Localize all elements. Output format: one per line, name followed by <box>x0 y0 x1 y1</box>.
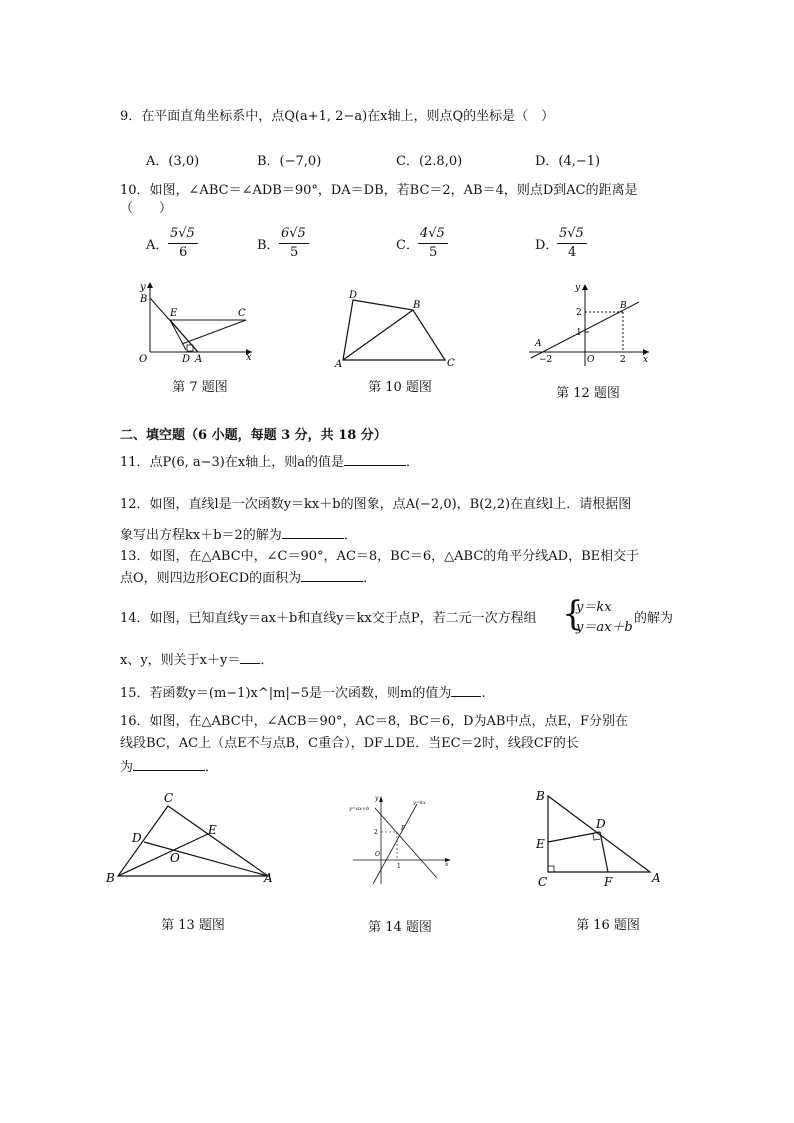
figure-7 <box>130 278 260 368</box>
fig16-label-b: B <box>536 789 545 803</box>
fig12-label-b: B <box>620 301 627 311</box>
q12-line2: 象写出方程kx＋b＝2的解为 ． <box>120 525 357 545</box>
figure-14 <box>345 792 455 888</box>
fig13-label-d: D <box>132 831 142 845</box>
q9-text: 9．在平面直角坐标系中，点Q(a+1, 2−a)在x轴上，则点Q的坐标是（ ） <box>120 109 555 124</box>
q16-line1: 16．如图，在△ABC中，∠ACB＝90°，AC＝8，BC＝6，D为AB中点，点E，F分别在 <box>120 714 628 729</box>
fig7-label-b: B <box>140 294 148 305</box>
q13-line2: 点O，则四边形OECD的面积为 ． <box>120 568 376 588</box>
fig14-label-2: 2 <box>374 829 378 836</box>
fig7-label-o: O <box>139 354 148 365</box>
fig12-label-1: 1 <box>576 328 582 338</box>
fig7-label-e: E <box>170 308 178 319</box>
fig14-label-x: x <box>445 861 449 868</box>
q13-line1: 13．如图，在△ABC中，∠C＝90°，AC＝8，BC＝6，△ABC的角平分线AD，BE相交于 <box>120 549 640 564</box>
q11: 11．点P(6, a−3)在x轴上，则a的值是 ． <box>120 452 419 472</box>
q12-line1: 12．如图，直线l是一次函数y＝kx＋b的图象，点A(−2,0)，B(2,2)在直线l上．请根据图 <box>120 497 632 512</box>
fig10-label-b: B <box>413 300 421 311</box>
fig13-label-o: O <box>170 851 180 865</box>
fig7-label-d: D <box>182 354 191 365</box>
fig13-label-a: A <box>264 871 273 885</box>
fig16-caption: 第 16 题图 <box>576 918 640 933</box>
figure-16 <box>530 786 670 890</box>
fig12-label-a: A <box>535 339 542 349</box>
fig12-caption: 第 12 题图 <box>556 386 620 401</box>
q14-eq2: y＝ax＋b <box>576 620 633 635</box>
fig7-label-a: A <box>195 354 203 365</box>
section-2-heading: 二、填空题（6 小题，每题 3 分，共 18 分） <box>120 428 387 443</box>
q14-after: 的解为 <box>634 611 674 626</box>
fig14-label-y: y <box>375 795 379 802</box>
fig10-caption: 第 10 题图 <box>368 380 432 395</box>
q14-line2: x、y，则关于x＋y＝ ． <box>120 650 273 670</box>
fig14-label-l2: y=kx <box>413 800 426 806</box>
fig14-caption: 第 14 题图 <box>368 920 432 935</box>
fig14-label-o: O <box>375 851 380 858</box>
fig7-label-y: y <box>140 282 146 293</box>
fig12-label-2x: 2 <box>620 355 626 365</box>
fig10-label-a: A <box>335 359 343 370</box>
fig13-label-b: B <box>106 871 115 885</box>
fig13-label-c: C <box>164 791 174 805</box>
figure-13 <box>100 790 280 890</box>
q9-option-c: C．(2.8,0) <box>396 154 463 169</box>
q14-line1: 14．如图，已知直线y＝ax＋b和直线y＝kx交于点P，若二元一次方程组 <box>120 611 537 626</box>
figure-10 <box>335 290 465 370</box>
q9-option-d: D．(4,−1) <box>535 154 601 169</box>
q10-paren: （ ） <box>120 201 173 216</box>
fig12-label-o: O <box>587 355 595 365</box>
fig10-label-c: C <box>447 358 455 369</box>
fig13-label-e: E <box>208 823 217 837</box>
fig7-label-x: x <box>246 352 252 363</box>
fig12-label-y: y <box>575 283 581 293</box>
fig7-caption: 第 7 题图 <box>172 380 228 395</box>
q9-option-a: A．(3,0) <box>146 154 200 169</box>
fig14-label-1: 1 <box>397 863 401 870</box>
q10-text: 10．如图，∠ABC＝∠ADB＝90°，DA＝DB，若BC＝2，AB＝4，则点D到AC的距离是 <box>120 183 638 198</box>
q14-brace: { <box>562 594 584 634</box>
fig12-label-neg2: −2 <box>539 355 553 365</box>
q9-option-b: B．(−7,0) <box>257 154 322 169</box>
figure-12 <box>525 280 655 370</box>
q14-eq1: y＝kx <box>576 600 612 615</box>
fig10-label-d: D <box>349 290 358 301</box>
fig16-label-c: C <box>538 875 548 889</box>
fig16-label-e: E <box>536 837 545 851</box>
fig16-label-a: A <box>652 871 661 885</box>
q16-line2: 线段BC，AC上（点E不与点B，C重合），DF⊥DE．当EC＝2时，线段CF的长 <box>120 736 579 751</box>
fig12-label-2: 2 <box>576 308 582 318</box>
fig16-label-d: D <box>596 817 606 831</box>
q15: 15．若函数y＝(m−1)x^|m|−5是一次函数，则m的值为 . <box>120 683 485 703</box>
fig16-label-f: F <box>604 875 613 889</box>
fig7-label-c: C <box>238 308 246 319</box>
fig12-label-x: x <box>643 355 649 365</box>
fig13-caption: 第 13 题图 <box>161 918 225 933</box>
fig14-label-l1: y=ax+b <box>349 806 370 812</box>
fig14-label-p: P <box>401 825 406 832</box>
q16-line3: 为 ． <box>120 757 218 777</box>
